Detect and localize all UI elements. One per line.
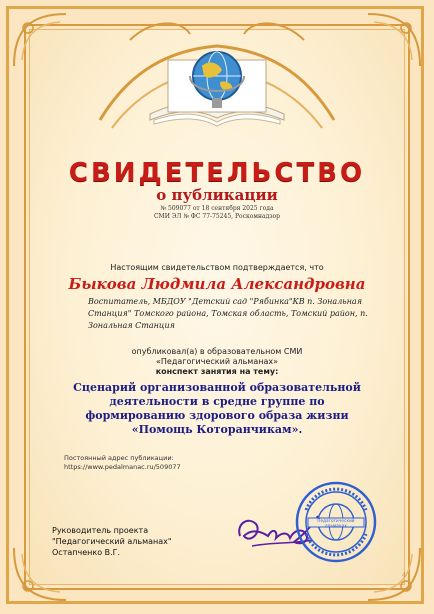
head-name: Остапченко В.Г. bbox=[52, 548, 121, 557]
address-label: Постоянный адрес публикации: bbox=[64, 454, 174, 462]
corner-ornament-top-left bbox=[10, 10, 70, 70]
head-title: Руководитель проекта bbox=[52, 526, 149, 535]
publication-topic: Сценарий организованной образовательной деятельности в средне группе по формированию здорового образа жизни «Помощь Которанчикам». bbox=[73, 381, 361, 436]
certificate-title: СВИДЕТЕЛЬСТВО bbox=[68, 158, 366, 188]
stamp-label: Педагогический альманах bbox=[317, 518, 355, 528]
project-head-block bbox=[52, 525, 172, 558]
page-number: 4 bbox=[402, 572, 406, 579]
smi-registration: СМИ ЭЛ № ФС 77-75245, Роскомнадзор bbox=[153, 213, 281, 220]
journal-name: «Педагогический альманах» bbox=[155, 357, 278, 366]
recipient-name: Быкова Людмила Александровна bbox=[68, 275, 366, 293]
certificate-subtitle: о публикации bbox=[156, 186, 278, 204]
corner-ornament-top-right bbox=[364, 10, 424, 70]
book-globe-emblem bbox=[90, 10, 344, 140]
published-line: опубликовал(а) в образовательном СМИ bbox=[131, 347, 303, 356]
topic-label: конспект занятия на тему: bbox=[155, 367, 279, 376]
head-project: "Педагогический альманах" bbox=[52, 537, 172, 546]
publication-block bbox=[0, 347, 434, 377]
confirm-text: Настоящим свидетельством подтверждается, что bbox=[110, 263, 324, 272]
address-block bbox=[64, 454, 181, 472]
recipient-position: Воспитатель, МБДОУ "Детский сад "Рябинка"КВ п. Зональная Станция" Томского района, Томская область, Томский район, п. Зональная Станция bbox=[88, 297, 368, 330]
address-url[interactable]: https://www.pedalmanac.ru/509077 bbox=[64, 463, 181, 471]
certificate-number: № 509077 от 18 сентября 2025 года bbox=[160, 205, 274, 212]
